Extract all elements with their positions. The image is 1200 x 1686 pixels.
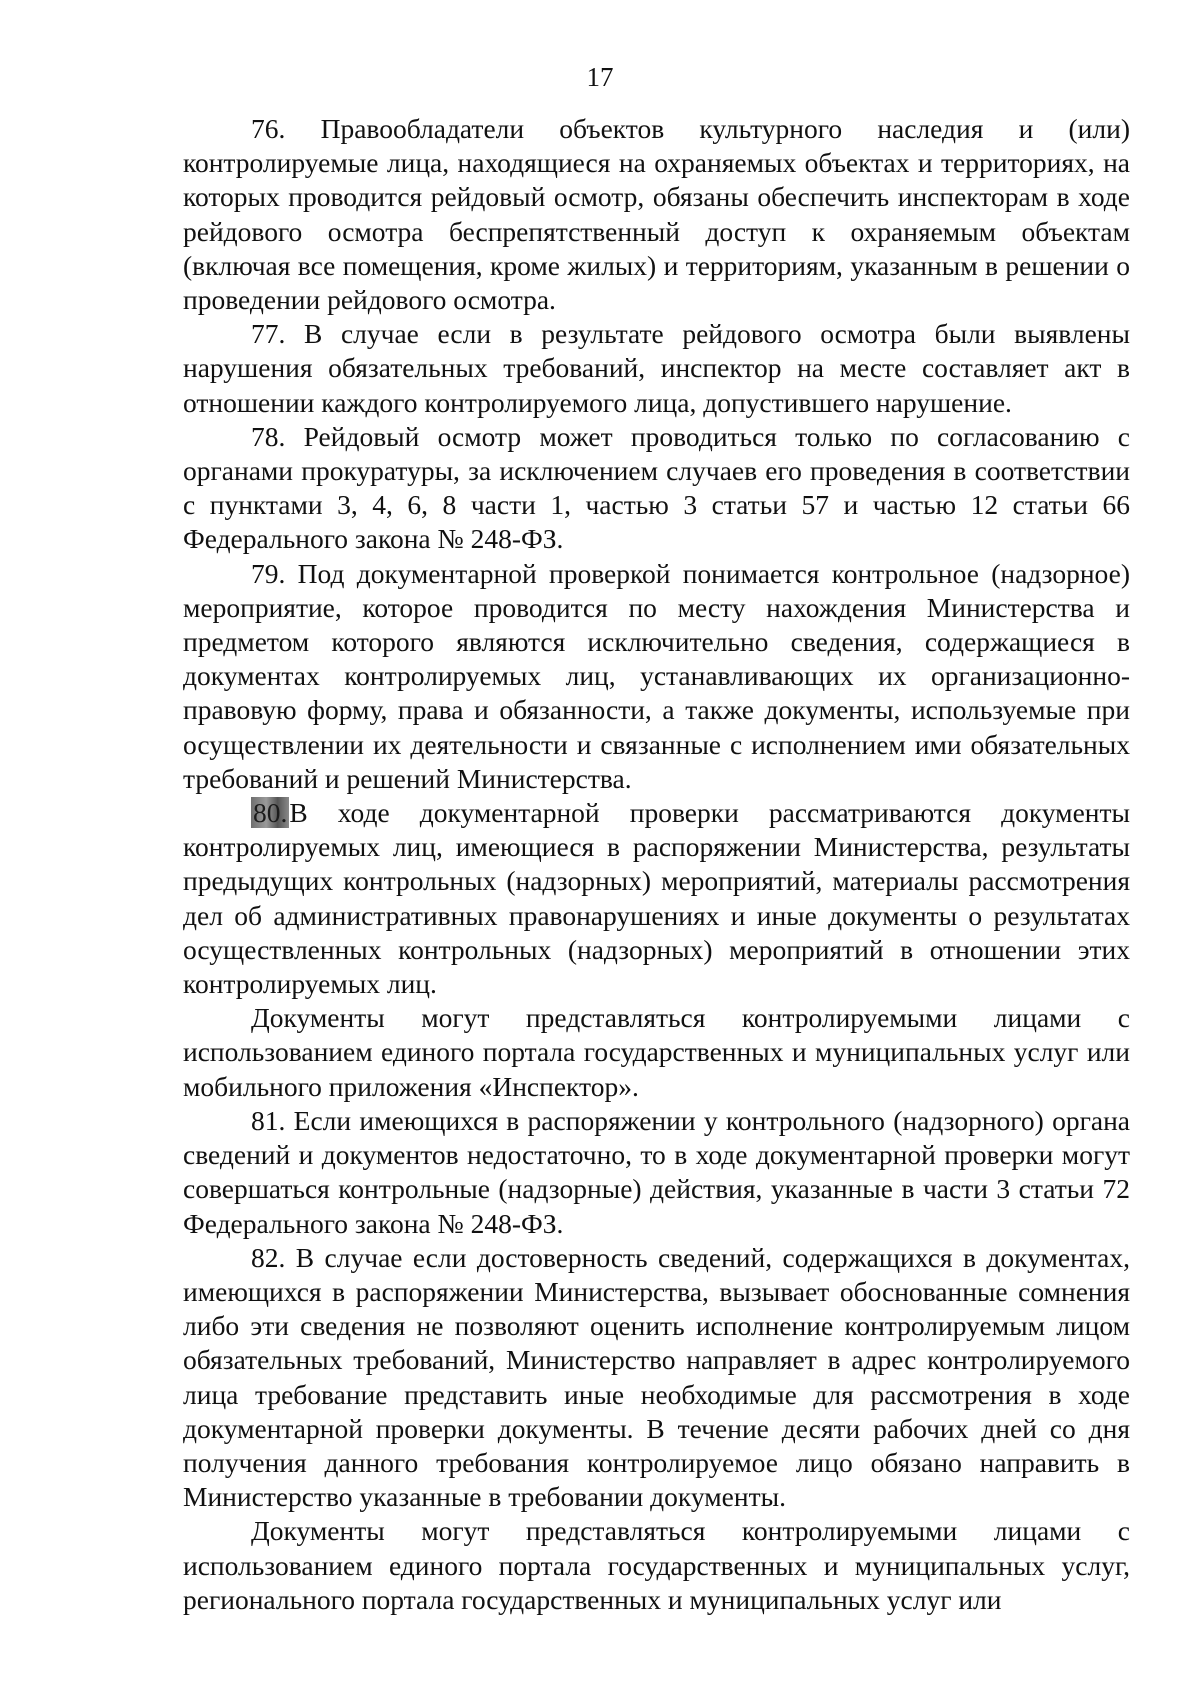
paragraph-80 <box>183 796 1130 1001</box>
paragraph-number: 78. <box>251 420 286 452</box>
paragraph-number: 81. <box>251 1104 286 1136</box>
paragraph-text: Документы могут представляться контролируемыми лицами с использованием единого портала государственных и муниципальных услуг, регионального портала государственных и муниципальных услуг или <box>183 1515 1130 1615</box>
paragraph-76 <box>183 112 1130 317</box>
paragraph-number: 76. <box>251 113 286 144</box>
paragraph-text: Если имеющихся в распоряжении у контрольного (надзорного) органа сведений и документов недостаточно, то в ходе документарной проверки могут совершаться контрольные (надзорные) действия, указанные в части 3 статьи 72 Федерального закона № 248-ФЗ. <box>183 1104 1130 1239</box>
paragraph-number: 82. <box>251 1241 286 1273</box>
paragraph-number: 80. <box>253 797 288 829</box>
paragraph-80-continued <box>183 1001 1130 1104</box>
document-body <box>183 112 1130 1617</box>
page-number: 17 <box>586 62 614 92</box>
paragraph-text: Документы могут представляться контролируемыми лицами с использованием единого портала государственных и муниципальных услуг или мобильного приложения «Инспектор». <box>183 1002 1130 1102</box>
paragraph-78 <box>183 420 1130 557</box>
paragraph-text: В ходе документарной проверки рассматриваются документы контролируемых лиц, имеющиеся в распоряжении Министерства, результаты предыдущих контрольных (надзорных) мероприятий, материалы рассмотрения дел об административных правонарушениях и иные документы о результатах осуществленных контрольных (надзорных) мероприятий в отношении этих контролируемых лиц. <box>183 797 1130 1000</box>
paragraph-number: 77. <box>251 318 286 350</box>
paragraph-text: В случае если в результате рейдового осмотра были выявлены нарушения обязательных требований, инспектор на месте составляет акт в отношении каждого контролируемого лица, допустившего нарушение. <box>183 318 1130 418</box>
paragraph-text: Рейдовый осмотр может проводиться только по согласованию с органами прокуратуры, за исключением случаев его проведения в соответствии с пунктами 3, 4, 6, 8 части 1, частью 3 статьи 57 и частью 12 статьи 66 Федерального закона № 248-ФЗ. <box>183 420 1130 555</box>
paragraph-number: 79. <box>251 557 286 589</box>
paragraph-text: В случае если достоверность сведений, содержащихся в документах, имеющихся в распоряжении Министерства, вызывает обоснованные сомнения либо эти сведения не позволяют оценить исполнение контролируемым лицом обязательных требований, Министерство направляет в адрес контролируемого лица требование представить иные необходимые для рассмотрения в ходе документарной проверки документы. В течение десяти рабочих дней со дня получения данного требования контролируемое лицо обязано направить в Министерство указанные в требовании документы. <box>183 1241 1130 1513</box>
paragraph-text: Под документарной проверкой понимается контрольное (надзорное) мероприятие, которое проводится по месту нахождения Министерства и предметом которого являются исключительно сведения, содержащиеся в документах контролируемых лиц, устанавливающих их организационно-правовую форму, права и обязанности, а также документы, используемые при осуществлении их деятельности и связанные с исполнением ими обязательных требований и решений Министерства. <box>183 557 1131 794</box>
paragraph-79 <box>183 557 1130 796</box>
paragraph-82-continued <box>183 1514 1130 1617</box>
paragraph-81 <box>183 1104 1130 1241</box>
paragraph-77 <box>183 317 1130 420</box>
paragraph-82 <box>183 1241 1130 1515</box>
paragraph-text: Правообладатели объектов культурного наследия и (или) контролируемые лица, находящиеся на охраняемых объектах и территориях, на которых проводится рейдовый осмотр, обязаны обеспечить инспекторам в ходе рейдового осмотра беспрепятственный доступ к охраняемым объектам (включая все помещения, кроме жилых) и территориям, указанным в решении о проведении рейдового осмотра. <box>183 113 1130 316</box>
